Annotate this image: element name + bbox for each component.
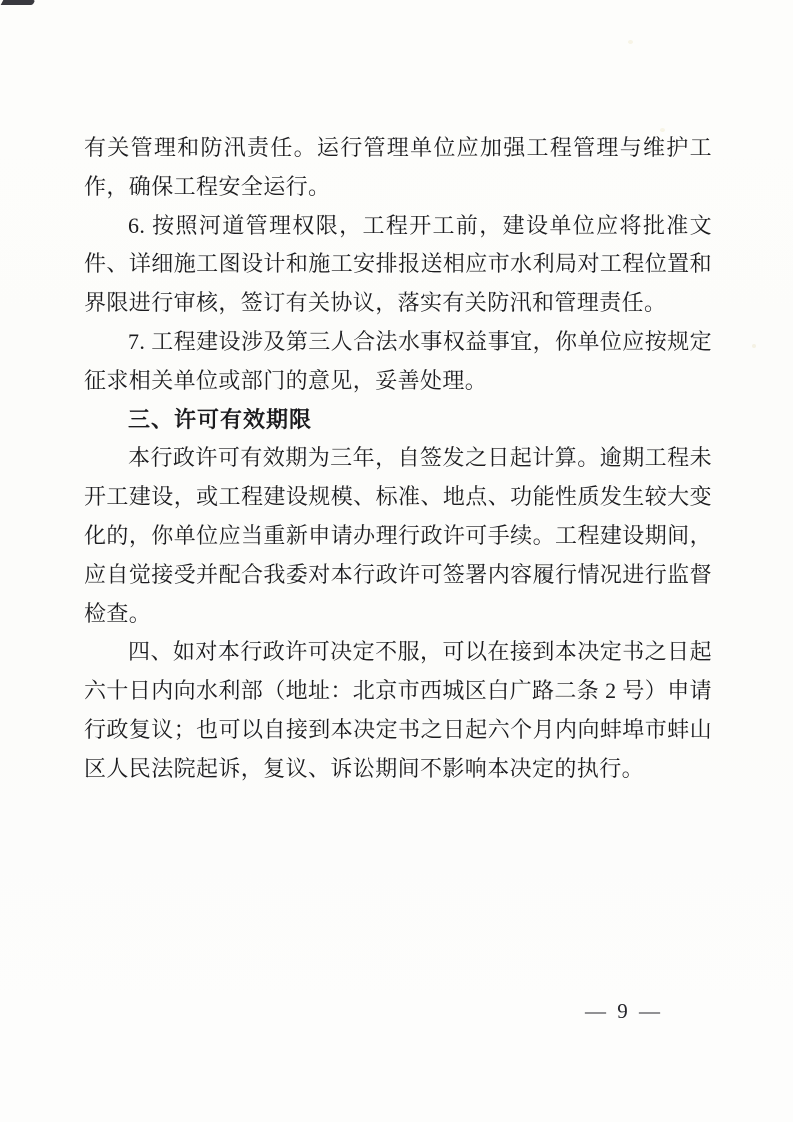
section-heading-validity-period: 三、许可有效期限 bbox=[128, 406, 313, 432]
paragraph-validity-terms: 本行政许可有效期为三年，自签发之日起计算。逾期工程未开工建设，或工程建设规模、标准、地点、功能性质发生较大变化的，你单位应当重新申请办理行政许可手续。工程建设期间，应自觉接受并配合我委对本行政许可签署内容履行情况进行监督检查。 bbox=[84, 445, 712, 626]
paragraph-appeal-rights: 四、如对本行政许可决定不服，可以在接到本决定书之日起六十日内向水利部（地址：北京市西城区白广路二条 2 号）申请行政复议；也可以自接到本决定书之日起六个月内向蚌埠市蚌山区人民法院起诉，复议、诉讼期间不影响本决定的执行。 bbox=[84, 639, 713, 781]
document-body bbox=[84, 129, 712, 789]
page-number: — 9 — bbox=[585, 999, 663, 1023]
paragraph-item-7: 7. 工程建设涉及第三人合法水事权益事宜，你单位应按规定征求相关单位或部门的意见，妥善处理。 bbox=[84, 328, 712, 393]
scan-artifact-mark bbox=[1, 0, 36, 5]
scan-speck bbox=[752, 344, 756, 348]
scan-speck bbox=[628, 40, 633, 44]
paragraph-item-6: 6. 按照河道管理权限，工程开工前，建设单位应将批准文件、详细施工图设计和施工安排报送相应市水利局对工程位置和界限进行审核，签订有关协议，落实有关防汛和管理责任。 bbox=[84, 212, 712, 316]
paragraph-continuation: 有关管理和防汛责任。运行管理单位应加强工程管理与维护工作，确保工程安全运行。 bbox=[84, 135, 712, 199]
